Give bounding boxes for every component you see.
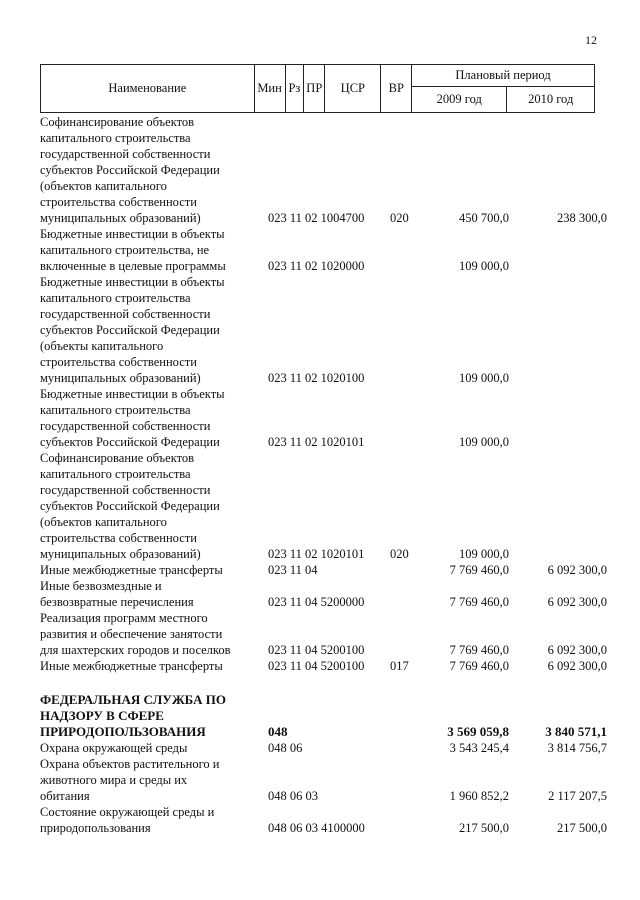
row-value-2010: 6 092 300,0: [547, 595, 607, 609]
header-rz: Рз: [285, 65, 304, 113]
row-value-2009: 7 769 460,0: [449, 563, 509, 577]
row-code: 023 11 04 5200000: [268, 595, 365, 609]
header-pr: ПР: [304, 65, 325, 113]
row-value-2009: 109 000,0: [459, 435, 509, 449]
row-value-2009: 109 000,0: [459, 259, 509, 273]
row-code: 023 11 02 1004700: [268, 211, 365, 225]
row-code: 048 06 03: [268, 789, 318, 803]
header-year-2010: 2010 год: [507, 87, 595, 113]
table-row: [0, 658, 640, 674]
row-value-2009: 217 500,0: [459, 821, 509, 835]
row-name: Реализация программ местного развития и обеспечение занятости для шахтерских городов и поселков: [40, 611, 231, 657]
header-vr: ВР: [381, 65, 412, 113]
row-vr: 020: [390, 211, 409, 225]
row-value-2009: 450 700,0: [459, 211, 509, 225]
row-value-2010: 217 500,0: [557, 821, 607, 835]
row-vr: 017: [390, 659, 409, 673]
table-row: [0, 562, 640, 578]
row-name: Бюджетные инвестиции в объекты капитального строительства государственной собственности субъектов Российской Федерации (объекты капитального строительства собственности муниципальных образований): [40, 275, 225, 385]
row-name: Охрана окружающей среды: [40, 741, 188, 755]
table-row: [0, 450, 640, 562]
row-code: 023 11 02 1020101: [268, 435, 365, 449]
row-name: Бюджетные инвестиции в объекты капитального строительства государственной собственности субъектов Российской Федерации: [40, 387, 225, 449]
table-row: [0, 578, 640, 610]
row-name: Охрана объектов растительного и животного мира и среды их обитания: [40, 757, 220, 803]
row-name: Состояние окружающей среды и природопользования: [40, 805, 215, 835]
table-row: [0, 804, 640, 836]
table-row: [0, 386, 640, 450]
row-value-2010: 3 814 756,7: [547, 741, 607, 755]
row-code: 023 11 04 5200100: [268, 659, 365, 673]
row-value-2009: 7 769 460,0: [449, 659, 509, 673]
row-value-2010: 6 092 300,0: [547, 643, 607, 657]
row-code: 023 11 02 1020000: [268, 259, 365, 273]
row-value-2009: 7 769 460,0: [449, 643, 509, 657]
table-row: [0, 274, 640, 386]
row-value-2009: 109 000,0: [459, 371, 509, 385]
row-value-2009: 3 569 059,8: [447, 724, 509, 739]
row-value-2010: 238 300,0: [557, 211, 607, 225]
row-code: 048: [268, 724, 288, 739]
table-row: [0, 756, 640, 804]
table-row: [0, 610, 640, 658]
row-vr: 020: [390, 547, 409, 561]
row-name: Бюджетные инвестиции в объекты капитального строительства, не включенные в целевые программы: [40, 227, 226, 273]
header-min: Мин: [254, 65, 285, 113]
row-name: ФЕДЕРАЛЬНАЯ СЛУЖБА ПО НАДЗОРУ В СФЕРЕ ПРИРОДОПОЛЬЗОВАНИЯ: [40, 692, 226, 739]
table-body: [0, 114, 640, 836]
header-csr: ЦСР: [325, 65, 381, 113]
table-row: [0, 114, 640, 226]
header-name: Наименование: [41, 65, 255, 113]
row-value-2009: 1 960 852,2: [449, 789, 509, 803]
table-header: [40, 64, 595, 113]
row-code: 023 11 02 1020100: [268, 371, 365, 385]
row-code: 023 11 04: [268, 563, 318, 577]
row-value-2009: 109 000,0: [459, 547, 509, 561]
header-year-2009: 2009 год: [412, 87, 507, 113]
row-value-2010: 2 117 207,5: [548, 789, 607, 803]
row-value-2010: 6 092 300,0: [547, 563, 607, 577]
row-name: Софинансирование объектов капитального строительства государственной собственности субъектов Российской Федерации (объектов капитального строительства собственности муниципальных образований): [40, 115, 220, 225]
row-code: 048 06: [268, 741, 303, 755]
row-value-2009: 3 543 245,4: [449, 741, 509, 755]
row-name: Иные межбюджетные трансферты: [40, 659, 223, 673]
table-row: [0, 692, 640, 740]
row-name: Иные межбюджетные трансферты: [40, 563, 223, 577]
row-value-2010: 6 092 300,0: [547, 659, 607, 673]
header-plan-period: Плановый период: [412, 65, 595, 87]
row-name: Софинансирование объектов капитального строительства государственной собственности субъектов Российской Федерации (объектов капитального строительства собственности муниципальных образований): [40, 451, 220, 561]
row-value-2009: 7 769 460,0: [449, 595, 509, 609]
row-value-2010: 3 840 571,1: [545, 724, 607, 739]
page-number: 12: [585, 33, 597, 47]
table-row: [0, 740, 640, 756]
row-code: 023 11 02 1020101: [268, 547, 365, 561]
row-code: 048 06 03 4100000: [268, 821, 365, 835]
row-code: 023 11 04 5200100: [268, 643, 365, 657]
table-row: [0, 226, 640, 274]
row-name: Иные безвозмездные и безвозвратные перечисления: [40, 579, 194, 609]
